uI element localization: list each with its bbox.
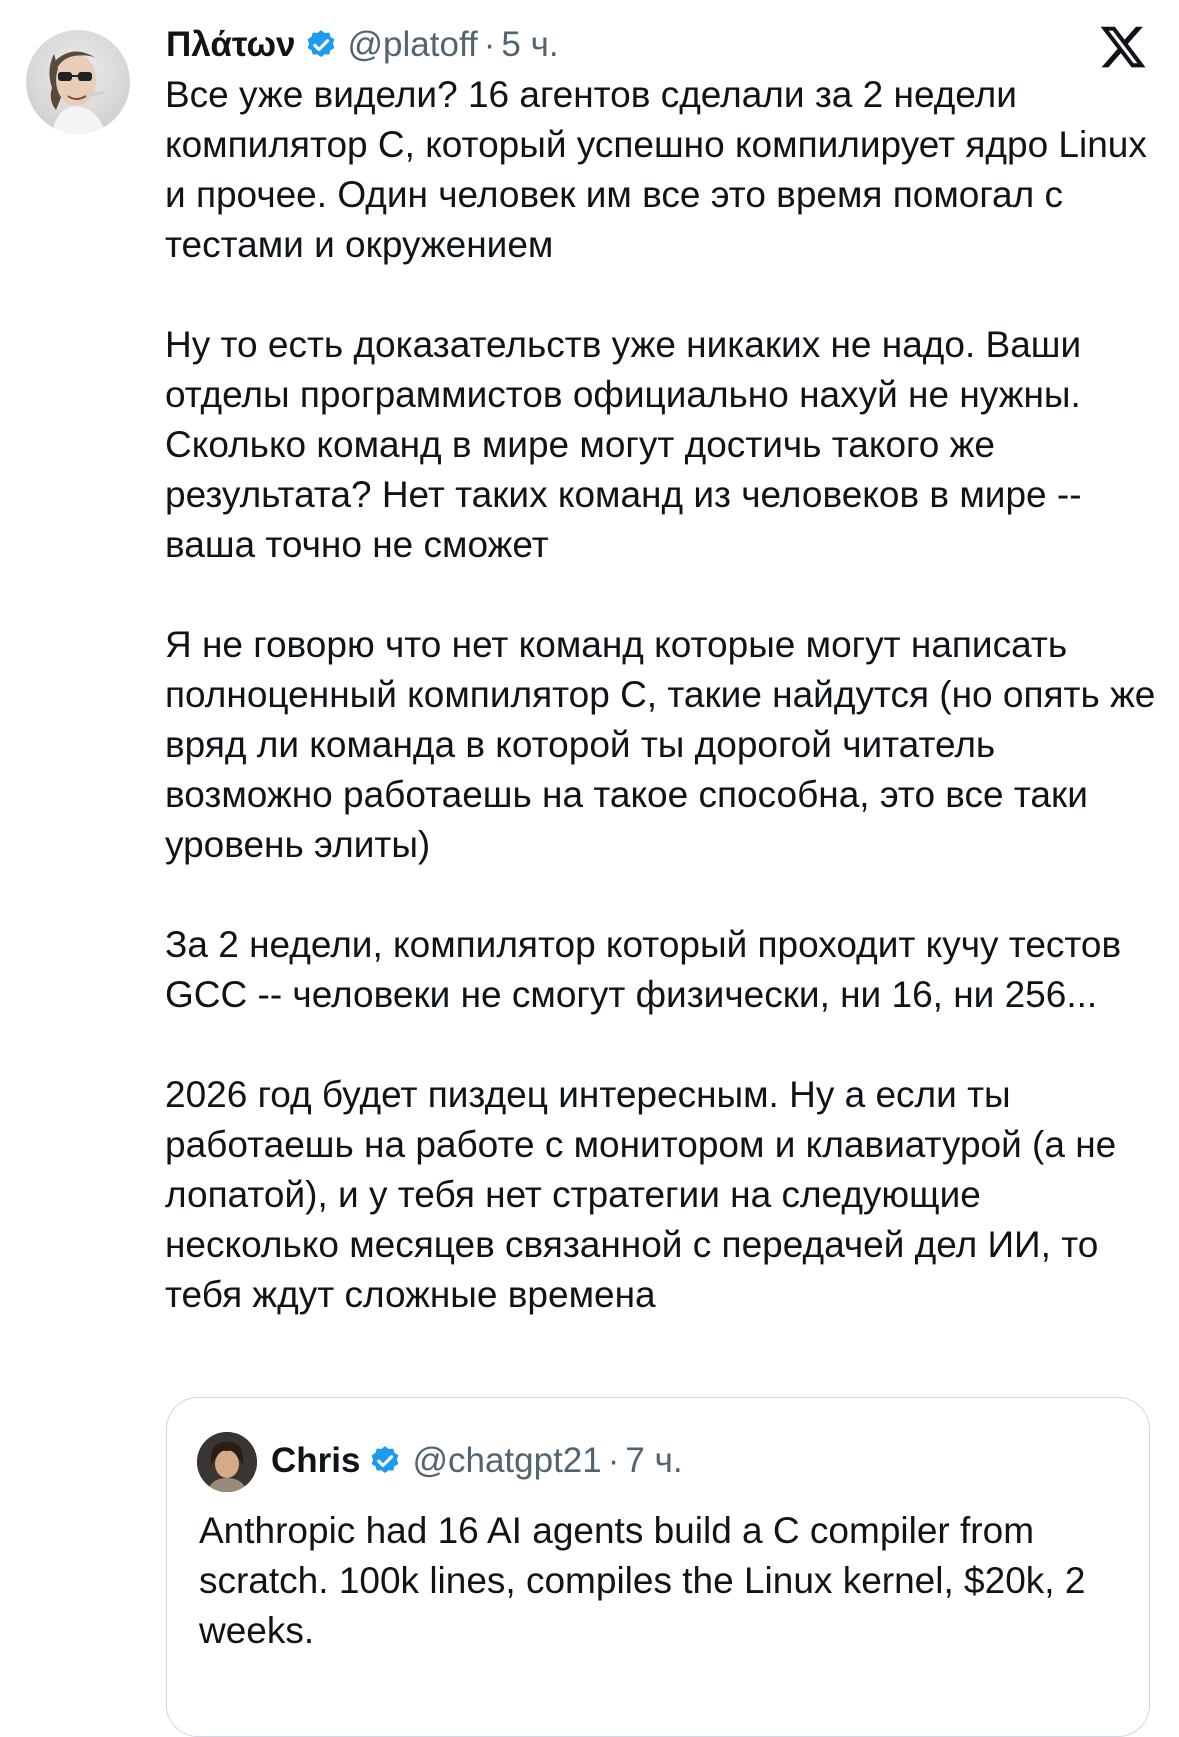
author-avatar[interactable]: [26, 30, 130, 134]
quoted-post-header: [271, 1436, 683, 1486]
quoted-post-card[interactable]: [166, 1397, 1150, 1737]
verified-badge-icon: [304, 28, 338, 62]
author-handle[interactable]: @platoff: [347, 25, 478, 64]
quoted-author-name[interactable]: Chris: [271, 1441, 361, 1480]
header-separator: ·: [483, 25, 496, 64]
post-paragraph: Я не говорю что нет команд которые могут написать полноценный компилятор С, такие найдутся (но опять же вряд ли команда в которой ты дорогой читатель возможно работаешь на такое способна, это все таки уровень элиты): [165, 624, 1156, 865]
quoted-author-avatar[interactable]: [197, 1432, 257, 1492]
quoted-post-text: Anthropic had 16 AI agents build a C compiler from scratch. 100k lines, compiles the Linux kernel, $20k, 2 weeks.: [199, 1510, 1086, 1651]
avatar-portrait-image: [26, 30, 130, 134]
post-paragraph: 2026 год будет пиздец интересным. Ну а если ты работаешь на работе с монитором и клавиатурой (а не лопатой), и у тебя нет стратегии на следующие несколько месяцев связанной с передачей дел ИИ, то тебя ждут сложные времена: [165, 1074, 1117, 1315]
quoted-avatar-image: [197, 1432, 257, 1492]
post-header: [166, 20, 559, 70]
post-paragraph: Все уже видели? 16 агентов сделали за 2 недели компилятор С, который успешно компилирует ядро Linux и прочее. Один человек им все это время помогал с тестами и окружением: [165, 74, 1147, 265]
author-name[interactable]: Πλάτων: [166, 25, 296, 64]
post-paragraph: За 2 недели, компилятор который проходит кучу тестов GCC -- человеки не смогут физически, ни 16, ни 256...: [165, 924, 1122, 1015]
post-paragraph: Ну то есть доказательств уже никаких не надо. Ваши отделы программистов официально нахуй не нужны. Сколько команд в мире могут достичь такого же результата? Нет таких команд из человеков в мире -- ваша точно не сможет: [165, 324, 1082, 565]
post-body: [165, 70, 1165, 1320]
quoted-post-timestamp[interactable]: 7 ч.: [625, 1441, 683, 1480]
quoted-header-separator: ·: [607, 1441, 620, 1480]
post-timestamp[interactable]: 5 ч.: [501, 25, 559, 64]
x-logo-icon: [1098, 22, 1148, 72]
verified-badge-icon: [368, 1444, 402, 1478]
quoted-author-handle[interactable]: @chatgpt21: [412, 1441, 602, 1480]
